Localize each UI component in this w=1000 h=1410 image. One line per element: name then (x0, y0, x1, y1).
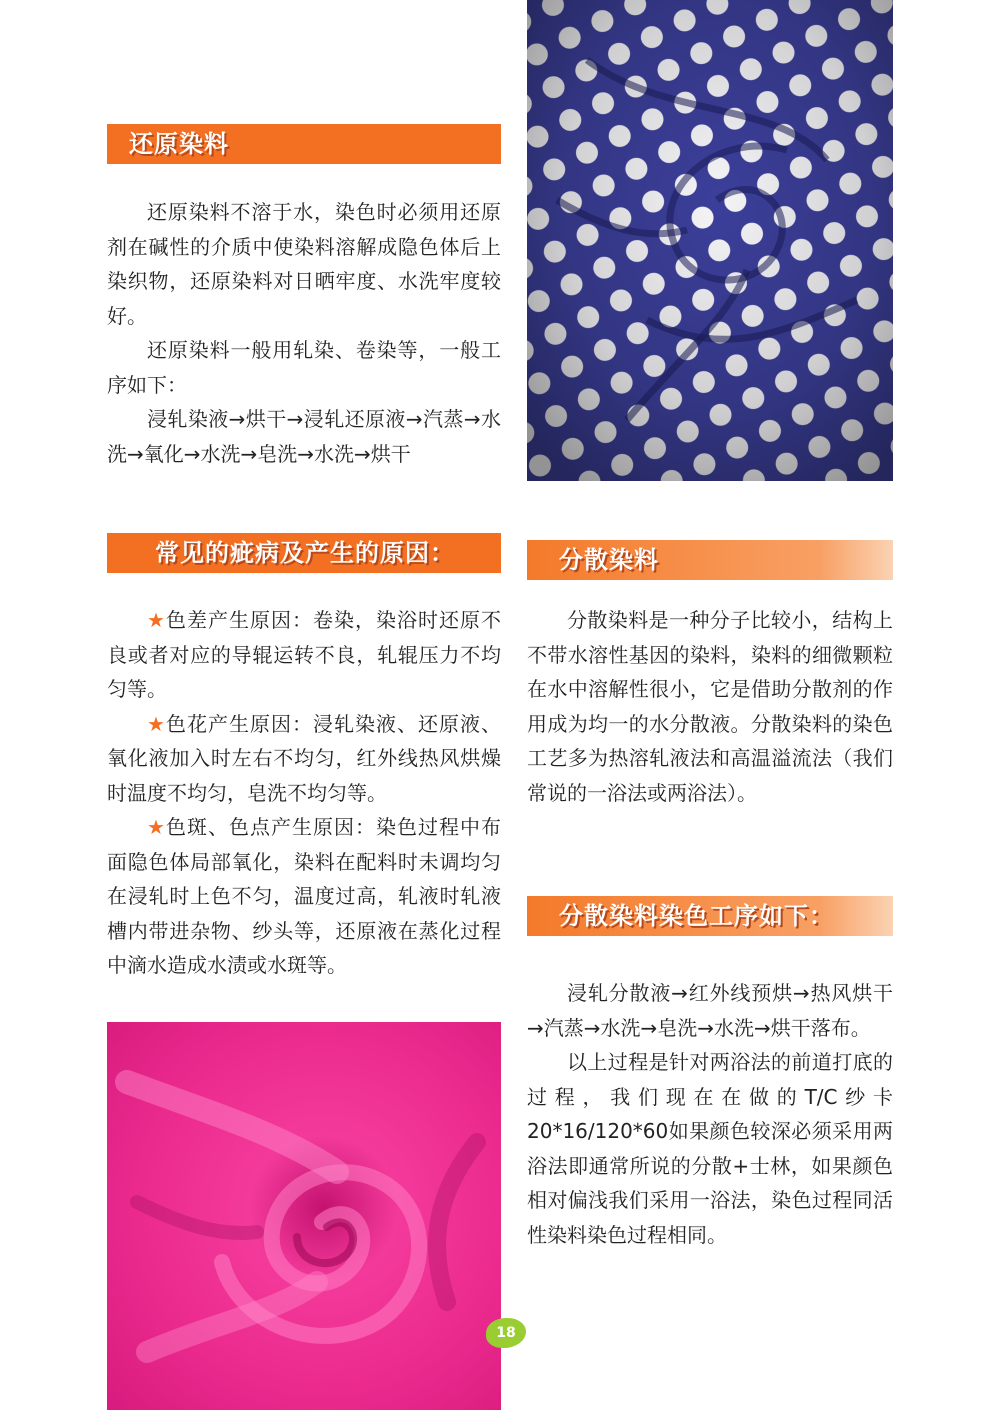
vat-dye-process-steps: 浸轧染液→烘干→浸轧还原液→汽蒸→水洗→氧化→水洗→皂洗→水洗→烘干 (107, 407, 501, 466)
pink-fleece-fabric-image (107, 1022, 501, 1410)
vat-dye-heading: 还原染料 (107, 124, 501, 164)
polka-dot-fabric-image (527, 0, 893, 481)
defect-text: 色花产生原因：浸轧染液、还原液、氧化液加入时左右不均匀，红外线热风烘燥时温度不均匀，皂洗不均匀等。 (107, 711, 501, 805)
defect-item-color-spot (107, 810, 501, 983)
disperse-dye-text (527, 603, 893, 810)
defect-text: 色斑、色点产生原因：染色过程中布面隐色体局部氧化，染料在配料时未调均匀在浸轧时上色不匀，温度过高，轧液时轧液槽内带进杂物、纱头等，还原液在蒸化过程中滴水造成水渍或水斑等。 (107, 815, 501, 977)
defect-item-color-streak (107, 707, 501, 811)
disperse-dye-intro: 分散染料是一种分子比较小，结构上不带水溶性基因的染料，染料的细微颗粒在水中溶解性很小，它是借助分散剂的作用成为均一的水分散液。分散染料的染色工艺多为热溶轧液法和高温溢流法（我们常说的一浴法或两浴法）。 (527, 608, 893, 805)
defect-text: 色差产生原因：卷染，染浴时还原不良或者对应的导辊运转不良，轧辊压力不均匀等。 (107, 608, 501, 701)
disperse-process-heading: 分散染料染色工序如下： (527, 896, 893, 936)
page-number-badge: 18 (486, 1318, 526, 1348)
disperse-process-note: 以上过程是针对两浴法的前道打底的过程，我们现在在做的T/C纱卡20*16/120*60如果颜色较深必须采用两浴法即通常所说的分散+士林，如果颜色相对偏浅我们采用一浴法，染色过程同活性染料染色过程相同。 (527, 1050, 893, 1247)
disperse-dye-heading: 分散染料 (527, 540, 893, 580)
vat-dye-intro: 还原染料不溶于水，染色时必须用还原剂在碱性的介质中使染料溶解成隐色体后上染织物，还原染料对日晒牢度、水洗牢度较好。 (107, 200, 501, 328)
defects-text (107, 603, 501, 983)
polka-dot-fabric-graphic (527, 0, 893, 481)
defect-item-color-difference (107, 603, 501, 707)
star-icon: ★ (147, 608, 166, 632)
star-icon: ★ (147, 711, 166, 736)
defects-heading: 常见的疵病及产生的原因： (107, 533, 501, 573)
disperse-process-steps: 浸轧分散液→红外线预烘→热风烘干→汽蒸→水洗→皂洗→水洗→烘干落布。 (527, 981, 893, 1040)
vat-dye-process-intro: 还原染料一般用轧染、卷染等，一般工序如下： (107, 338, 501, 397)
star-icon: ★ (147, 815, 166, 839)
pink-fleece-fabric-graphic (107, 1022, 501, 1410)
vat-dye-text (107, 195, 501, 471)
disperse-process-text (527, 976, 893, 1252)
